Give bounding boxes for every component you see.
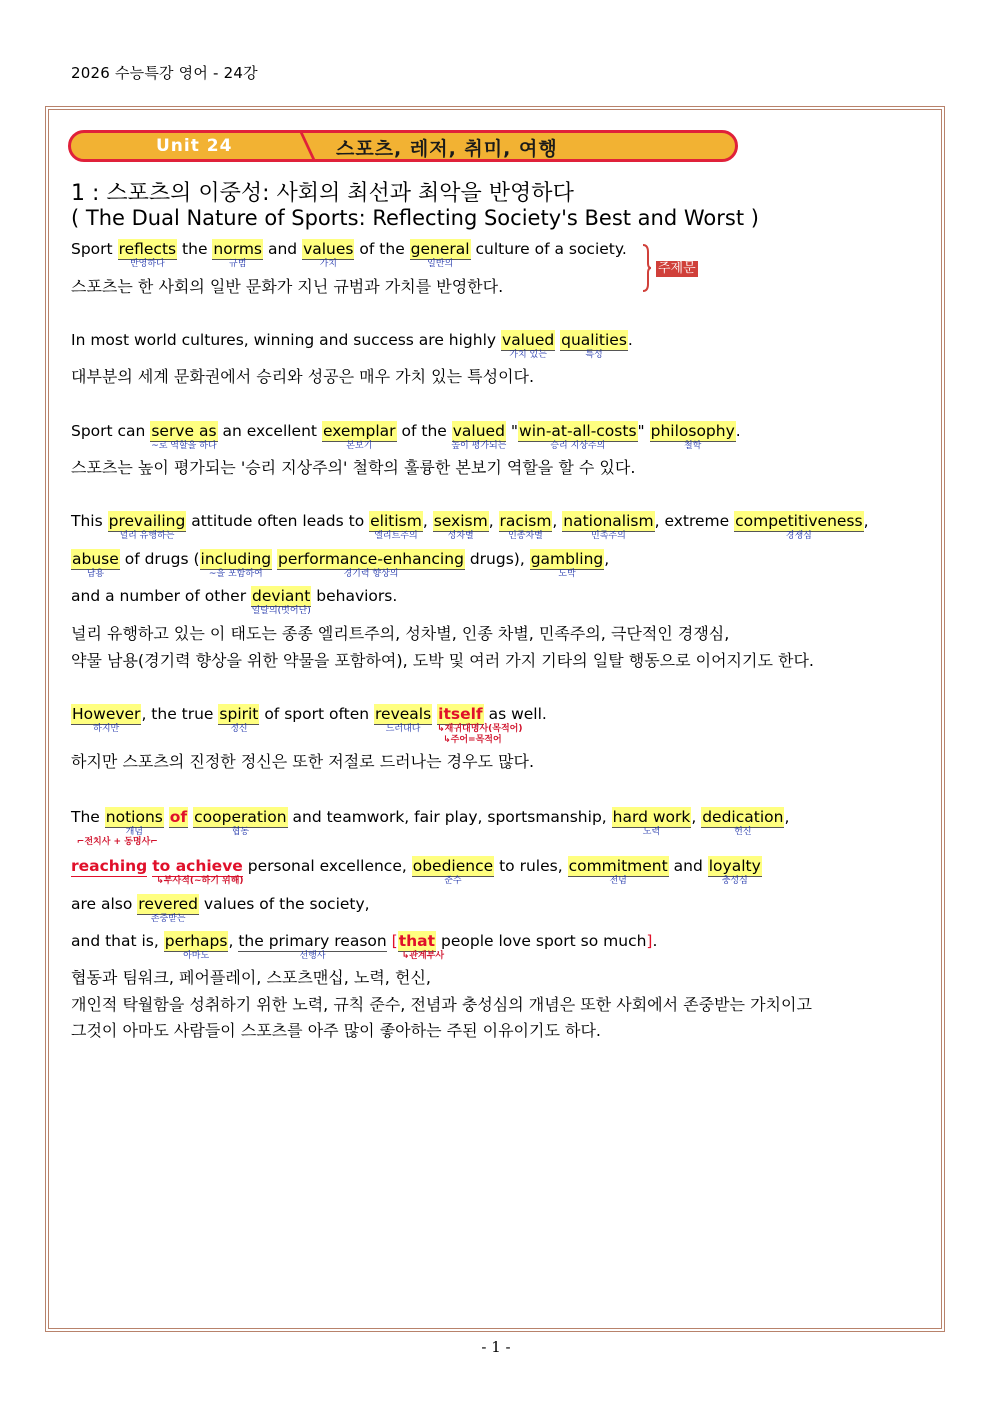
theme-sentence-tag: 주제문 <box>658 261 696 276</box>
gloss: 반영하다 <box>129 259 165 269</box>
vocab-competitiveness <box>734 511 863 541</box>
gloss: 존중받는 <box>150 914 186 924</box>
bracket-close: ] <box>646 932 653 950</box>
text: of sport often <box>264 705 370 723</box>
vocab-revered <box>137 894 199 924</box>
grammar-note: ↳부사적(~하기 위해) <box>156 876 244 886</box>
word: deviant <box>252 587 311 605</box>
vocab-dedication <box>701 807 784 837</box>
word: hard work <box>612 808 691 826</box>
text: " <box>510 422 519 440</box>
grammar-note: ↳재귀대명사(목적어) <box>437 724 523 734</box>
vocab-perhaps <box>164 931 229 961</box>
p6-english-4: and that is, perhaps 아마도 , the primary reason 선행사 [that ↳관계부사 people love sport so much]. <box>71 932 658 961</box>
grammar-reaching: reaching <box>71 857 148 875</box>
text: of the <box>359 240 405 258</box>
gloss: 철학 <box>683 441 702 451</box>
vocab-win-at-all-costs <box>518 421 638 451</box>
page-header: 2026 수능특강 영어 - 24강 <box>71 64 258 82</box>
text: of the <box>401 422 447 440</box>
text: of drugs ( <box>124 550 200 568</box>
gloss: 민족주의 <box>591 531 626 541</box>
unit-title: 스포츠, 레저, 취미, 여행 <box>336 138 558 160</box>
vocab-gambling <box>530 549 605 579</box>
gloss: 일탈의(벗어난) <box>251 606 311 616</box>
word: performance-enhancing <box>278 550 464 568</box>
vocab-norms <box>212 239 263 269</box>
gloss: 널리 유행하는 <box>119 531 175 541</box>
gloss: 가치 있는 <box>509 350 547 360</box>
word: valued <box>452 422 505 440</box>
vocab-prevailing <box>108 511 187 541</box>
gloss: 가치 <box>319 259 337 269</box>
word: prevailing <box>108 512 186 530</box>
text: culture of a society. <box>475 240 627 258</box>
vocab-sexism <box>433 511 489 541</box>
gloss: 본보기 <box>346 441 373 451</box>
unit-banner <box>68 130 738 162</box>
text: and that is, <box>71 932 159 950</box>
text: . <box>627 331 633 349</box>
gloss: 노력 <box>642 827 661 837</box>
vocab-general <box>410 239 471 269</box>
gloss: 남용 <box>86 569 105 579</box>
word: commitment <box>568 857 668 875</box>
word: racism <box>499 512 552 530</box>
gloss: 충성심 <box>721 876 748 886</box>
gloss: ~을 포함하여 <box>208 569 263 579</box>
page-number: - 1 - <box>481 1338 511 1356</box>
gloss: 선행사 <box>299 951 326 961</box>
gloss: 정신 <box>230 724 248 734</box>
text: and <box>267 240 298 258</box>
gloss: 엘리트주의 <box>374 531 418 541</box>
word: philosophy <box>650 422 735 440</box>
word: dedication <box>702 808 784 826</box>
gloss: ~로 역할을 하다 <box>151 441 217 451</box>
word: valued <box>502 331 555 349</box>
p4-english-3 <box>71 586 398 616</box>
gloss: 특성 <box>585 350 603 360</box>
vocab-nationalism <box>562 511 654 541</box>
word: spirit <box>219 705 259 723</box>
text: " <box>637 422 645 440</box>
section-title <box>71 181 759 231</box>
vocab-reveals <box>374 704 432 734</box>
grammar-note: ↳관계부사 <box>401 951 445 961</box>
gloss: 규범 <box>229 259 247 269</box>
theme-bracket <box>642 244 652 292</box>
word: reflects <box>118 240 177 258</box>
p5-english <box>71 704 547 745</box>
grammar-that <box>398 931 445 961</box>
vocab-elitism <box>369 511 423 541</box>
p4-english-1: This prevailing 널리 유행하는 attitude often leads to elitism 엘리트주의 , sexism 성차별 , racism 인종차별 , nationalism 민족주의 , extreme competitiveness 경쟁심 , <box>71 512 869 541</box>
text: , <box>863 512 869 530</box>
gloss: 드러내다 <box>385 724 421 734</box>
word: win-at-all-costs <box>519 422 637 440</box>
text: to rules, <box>499 857 563 875</box>
vocab-spirit <box>218 704 259 734</box>
word: sexism <box>433 512 488 530</box>
bracket-open: [ <box>391 932 398 950</box>
word: abuse <box>72 550 119 568</box>
text: . <box>735 422 741 440</box>
text: and teamwork, fair play, sportsmanship, <box>292 808 607 826</box>
text: In most world cultures, winning and success are highly <box>71 331 497 349</box>
p6-english-1: The notions 개념 of ⌐전치사 + 동명사⌐ cooperation 협동 and teamwork, fair play, sportsmanship, hard work 노력 , dedication 헌신 , <box>71 808 790 847</box>
vocab-racism <box>499 511 553 541</box>
word: nationalism <box>563 512 654 530</box>
p3-korean: 스포츠는 높이 평가되는 '승리 지상주의' 철학의 훌륭한 본보기 역할을 할 수 있다. <box>71 458 636 477</box>
vocab-cooperation <box>193 807 287 837</box>
word: itself <box>438 705 483 723</box>
vocab-obedience <box>412 856 494 886</box>
gloss: 경쟁심 <box>785 531 812 541</box>
gloss: 인종차별 <box>508 531 543 541</box>
vocab-valued-2 <box>451 421 507 451</box>
word: the primary reason <box>238 932 387 950</box>
vocab-philosophy <box>650 421 736 451</box>
p6-korean-1: 협동과 팀워크, 페어플레이, 스포츠맨십, 노력, 헌신, <box>71 968 431 987</box>
vocab-reflects <box>118 239 178 269</box>
word: competitiveness <box>735 512 863 530</box>
vocab-notions <box>105 807 164 837</box>
p6-korean-2: 개인적 탁월함을 성취하기 위한 노력, 규칙 준수, 전념과 충성심의 개념은 또한 사회에서 존중받는 가치이고 <box>71 995 812 1014</box>
word: of <box>169 808 188 826</box>
p6-english-3 <box>71 894 370 924</box>
text: an excellent <box>222 422 317 440</box>
word: cooperation <box>194 808 287 826</box>
banner-divider <box>300 133 329 159</box>
p2-korean: 대부분의 세계 문화권에서 승리와 성공은 매우 가치 있는 특성이다. <box>71 367 535 386</box>
antecedent-primary-reason <box>238 931 387 961</box>
text: are also <box>71 895 133 913</box>
word: perhaps <box>164 932 228 950</box>
grammar-to-achieve <box>152 856 244 886</box>
text: personal excellence, <box>247 857 407 875</box>
p1-english <box>71 239 627 269</box>
word: to achieve <box>152 857 243 875</box>
p6-english-2 <box>71 856 762 886</box>
word: values <box>303 240 354 258</box>
gloss: 성차별 <box>447 531 474 541</box>
word: loyalty <box>708 857 761 875</box>
text: and <box>673 857 703 875</box>
gloss: 경기력 향상의 <box>343 569 399 579</box>
section-title-ko: 1 : 스포츠의 이중성: 사회의 최선과 최악을 반영하다 <box>71 181 574 206</box>
word: serve as <box>151 422 217 440</box>
p5-korean: 하지만 스포츠의 진정한 정신은 또한 저절로 드러나는 경우도 많다. <box>71 752 535 771</box>
p6-korean-3: 그것이 아마도 사람들이 스포츠를 아주 많이 좋아하는 주된 이유이기도 하다. <box>71 1021 601 1040</box>
gloss: 헌신 <box>734 827 752 837</box>
vocab-however <box>71 704 141 734</box>
vocab-values <box>302 239 354 269</box>
text: values of the society, <box>203 895 370 913</box>
gloss: 일반의 <box>427 259 454 269</box>
p4-english-2: abuse 남용 of drugs (including ~을 포함하여 performance-enhancing 경기력 향상의 drugs), gambling 도박 , <box>72 550 610 579</box>
vocab-performance-enhancing <box>277 549 465 579</box>
word: gambling <box>530 550 604 568</box>
p4-korean-2: 약물 남용(경기력 향상을 위한 약물을 포함하여), 도박 및 여러 가지 기타의 일탈 행동으로 이어지기도 한다. <box>71 651 815 670</box>
text: , extreme <box>654 512 730 530</box>
p2-english <box>71 330 633 360</box>
text: attitude often leads to <box>191 512 365 530</box>
section-title-en: ( The Dual Nature of Sports: Reflecting Society's Best and Worst ) <box>71 206 759 230</box>
word: elitism <box>370 512 422 530</box>
text: , the true <box>141 705 214 723</box>
vocab-loyalty <box>708 856 762 886</box>
gloss: 개념 <box>125 827 143 837</box>
word: revered <box>138 895 198 913</box>
word: notions <box>105 808 163 826</box>
text: as well. <box>488 705 547 723</box>
vocab-commitment <box>568 856 669 886</box>
text: behaviors. <box>316 587 398 605</box>
word: exemplar <box>322 422 396 440</box>
gloss: 하지만 <box>93 724 120 734</box>
word: that <box>398 932 436 950</box>
word: including <box>200 550 272 568</box>
vocab-exemplar <box>322 421 397 451</box>
text: Sport can <box>71 422 146 440</box>
text: The <box>71 808 100 826</box>
vocab-abuse <box>71 549 120 579</box>
grammar-note: ⌐전치사 + 동명사⌐ <box>76 837 158 847</box>
word: obedience <box>412 857 494 875</box>
text: and a number of other <box>71 587 247 605</box>
word: norms <box>213 240 263 258</box>
word: general <box>410 240 470 258</box>
gloss: 승리 지상주의 <box>550 441 606 451</box>
text: Sport <box>71 240 113 258</box>
gloss: 전념 <box>609 876 627 886</box>
vocab-valued <box>501 330 555 360</box>
p3-english <box>71 421 741 451</box>
text: drugs), <box>469 550 525 568</box>
gloss: 협동 <box>231 827 250 837</box>
vocab-deviant <box>251 586 311 616</box>
vocab-serve-as <box>150 421 217 451</box>
vocab-hard-work <box>612 807 692 837</box>
text: people love sport so much <box>441 932 647 950</box>
p4-korean-1: 널리 유행하고 있는 이 태도는 종종 엘리트주의, 성차별, 인종 차별, 민족주의, 극단적인 경쟁심, <box>71 624 730 643</box>
gloss: 높이 평가되는 <box>451 441 507 451</box>
gloss: 준수 <box>444 876 462 886</box>
text: , <box>784 808 790 826</box>
unit-label: Unit 24 <box>156 136 233 156</box>
gloss: 도박 <box>558 569 576 579</box>
grammar-note: ↳주어=목적어 <box>443 735 502 745</box>
p1-korean: 스포츠는 한 사회의 일반 문화가 지닌 규범과 가치를 반영한다. <box>71 277 504 296</box>
vocab-qualities <box>560 330 628 360</box>
word: reveals <box>375 705 432 723</box>
text: the <box>182 240 208 258</box>
vocab-including <box>200 549 273 579</box>
text: . <box>652 932 658 950</box>
text: This <box>71 512 103 530</box>
word: qualities <box>561 331 627 349</box>
word: However <box>72 705 141 723</box>
gloss: 아마도 <box>183 951 210 961</box>
